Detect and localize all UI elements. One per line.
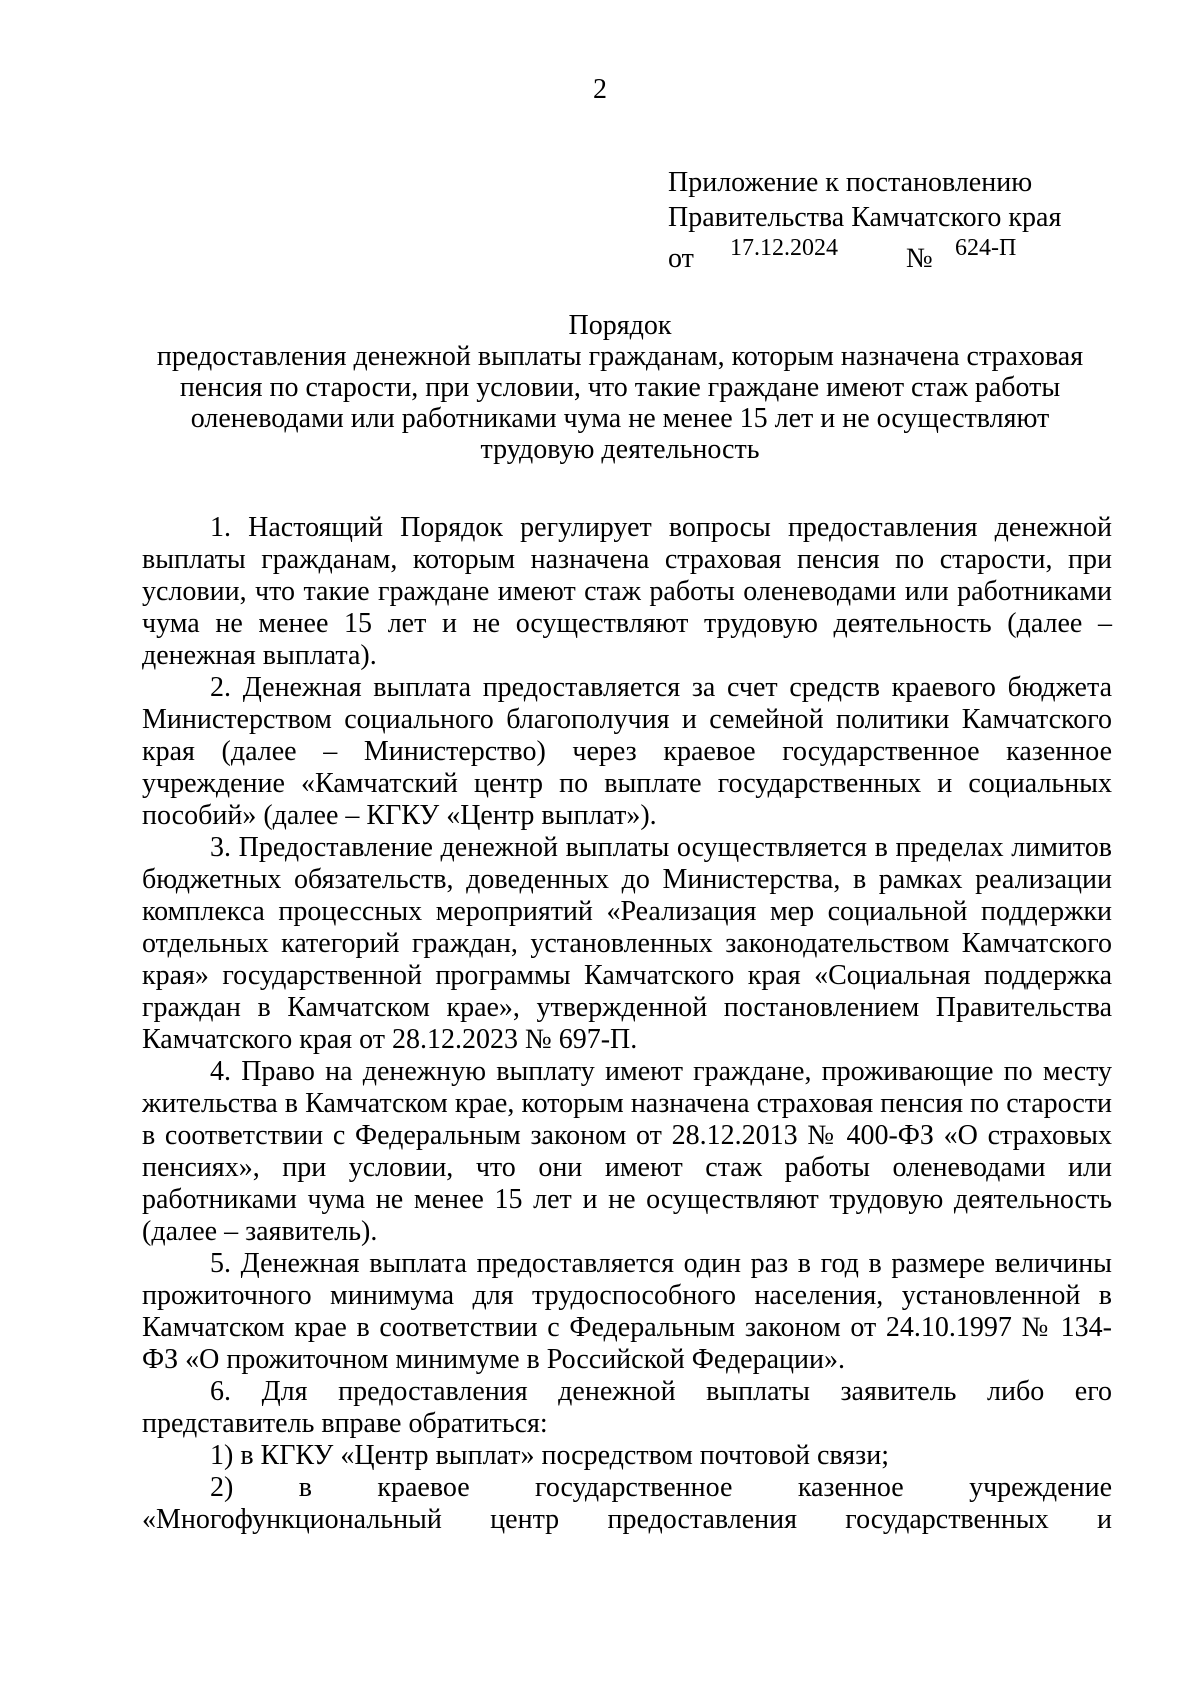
- paragraph-2: 2. Денежная выплата предоставляется за счет средств краевого бюджета Министерством социального благополучия и семейной политики Камчатского края (далее – Министерство) через краевое государственное казенное учреждение «Камчатский центр по выплате государственных и социальных пособий» (далее – КГКУ «Центр выплат»).: [142, 672, 1112, 831]
- paragraph-3: 3. Предоставление денежной выплаты осуществляется в пределах лимитов бюджетных обязательств, доведенных до Министерства, в рамках реализации комплекса процессных мероприятий «Реализация мер социальной поддержки отдельных категорий граждан, установленных законодательством Камчатского края» государственной программы Камчатского края «Социальная поддержка граждан в Камчатском крае», утвержденной постановлением Правительства Камчатского края от 28.12.2023 № 697-П.: [142, 832, 1112, 1055]
- list-item-2: 2) в краевое государственное казенное учреждение «Многофункциональный центр предоставления государственных и: [142, 1472, 1112, 1535]
- paragraph-4: 4. Право на денежную выплату имеют граждане, проживающие по месту жительства в Камчатском крае, которым назначена страховая пенсия по старости в соответствии с Федеральным законом от 28.12.2013 № 400-ФЗ «О страховых пенсиях», при условии, что они имеют стаж работы оленеводами или работниками чума не менее 15 лет и не осуществляют трудовую деятельность (далее – заявитель).: [142, 1056, 1112, 1247]
- page-number: 2: [593, 74, 607, 105]
- appendix-number-label: №: [906, 243, 933, 274]
- title-line-3: оленеводами или работниками чума не менее 15 лет и не осуществляют: [190, 403, 1050, 434]
- appendix-line-1: Приложение к постановлению: [668, 167, 1033, 198]
- appendix-date: 17.12.2024: [730, 235, 838, 261]
- title-line-1: предоставления денежной выплаты гражданам, которым назначена страховая: [156, 341, 1084, 372]
- paragraph-5: 5. Денежная выплата предоставляется один раз в год в размере величины прожиточного минимума для трудоспособного населения, установленной в Камчатском крае в соответствии с Федеральным законом от 24.10.1997 № 134-ФЗ «О прожиточном минимуме в Российской Федерации».: [142, 1248, 1112, 1375]
- appendix-line-2: Правительства Камчатского края: [668, 202, 1062, 233]
- appendix-number: 624-П: [955, 235, 1017, 261]
- appendix-from-label: от: [668, 243, 694, 274]
- paragraph-1: 1. Настоящий Порядок регулирует вопросы предоставления денежной выплаты гражданам, которым назначена страховая пенсия по старости, при условии, что такие граждане имеют стаж работы оленеводами или работниками чума не менее 15 лет и не осуществляют трудовую деятельность (далее – денежная выплата).: [142, 512, 1112, 671]
- list-item-1: 1) в КГКУ «Центр выплат» посредством почтовой связи;: [210, 1440, 889, 1471]
- title-line-4: трудовую деятельность: [480, 434, 760, 465]
- appendix-block: [668, 165, 1148, 275]
- appendix-date-number-row: [668, 235, 1148, 275]
- document-title: [140, 310, 1100, 465]
- title-heading: Порядок: [568, 310, 672, 341]
- paragraph-6: 6. Для предоставления денежной выплаты заявитель либо его представитель вправе обратиться:: [142, 1376, 1112, 1439]
- title-line-2: пенсия по старости, при условии, что такие граждане имеют стаж работы: [179, 372, 1061, 403]
- document-body: [142, 512, 1112, 1536]
